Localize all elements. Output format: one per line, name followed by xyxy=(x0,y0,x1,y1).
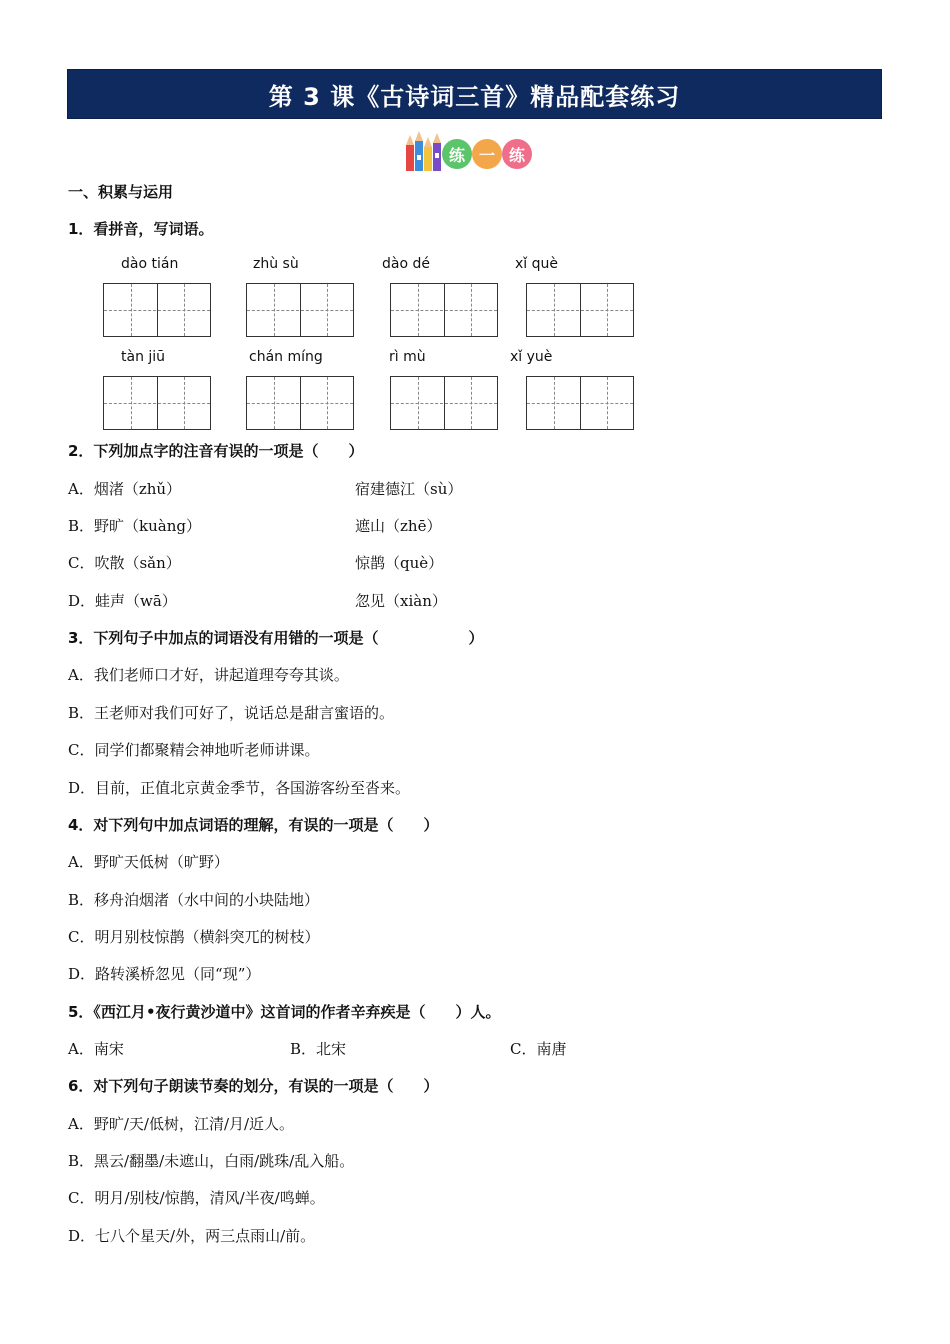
q2-option-a-left: A．烟渚（zhǔ） xyxy=(68,480,182,498)
q2-option-c-right: 惊鹊（què） xyxy=(355,554,444,572)
q5-option-c: C．南唐 xyxy=(510,1040,567,1058)
badge-char-2: 一 xyxy=(472,139,502,169)
q5-option-a: A．南宋 xyxy=(68,1040,124,1058)
q6-option-b: B．黑云/翻墨/未遮山，白雨/跳珠/乱入船。 xyxy=(68,1152,355,1170)
pinyin-3: dào dé xyxy=(382,256,430,272)
q6-option-c: C．明月/别枝/惊鹊，清风/半夜/鸣蝉。 xyxy=(68,1189,325,1207)
q3-option-a: A．我们老师口才好，讲起道理夸夸其谈。 xyxy=(68,666,349,684)
q4-option-b: B．移舟泊烟渚（水中间的小块陆地） xyxy=(68,891,320,909)
q3-option-c: C．同学们都聚精会神地听老师讲课。 xyxy=(68,741,320,759)
q6-option-a: A．野旷/天/低树，江清/月/近人。 xyxy=(68,1115,295,1133)
q2-option-b-right: 遮山（zhē） xyxy=(355,517,442,535)
q6-option-d: D．七八个星天/外，两三点雨山/前。 xyxy=(68,1227,316,1245)
q2-option-c-left: C．吹散（sǎn） xyxy=(68,554,181,572)
badge-char-1: 练 xyxy=(442,139,472,169)
q1-title: 1．看拼音，写词语。 xyxy=(68,220,214,238)
pinyin-2: zhù sù xyxy=(253,256,299,272)
pinyin-1: dào tián xyxy=(121,256,179,272)
section-heading: 一、积累与运用 xyxy=(68,183,174,201)
pinyin-6: chán míng xyxy=(249,349,323,365)
page-title: 第 3 课《古诗词三首》精品配套练习 xyxy=(268,82,681,111)
q4-option-d: D．路转溪桥忽见（同“现”） xyxy=(68,965,261,983)
pinyin-4: xǐ què xyxy=(515,256,558,272)
writing-grid-6[interactable] xyxy=(246,376,354,430)
q2-option-d-right: 忽见（xiàn） xyxy=(355,592,447,610)
writing-grid-5[interactable] xyxy=(103,376,211,430)
practice-badge xyxy=(402,129,534,173)
pinyin-7: rì mù xyxy=(389,349,426,365)
q2-title: 2．下列加点字的注音有误的一项是（ ） xyxy=(68,442,364,460)
writing-grid-1[interactable] xyxy=(103,283,211,337)
q4-option-c: C．明月别枝惊鹊（横斜突兀的树枝） xyxy=(68,928,320,946)
writing-grid-2[interactable] xyxy=(246,283,354,337)
pinyin-8: xǐ yuè xyxy=(510,349,553,365)
q2-option-b-left: B．野旷（kuàng） xyxy=(68,517,201,535)
q3-option-b: B．王老师对我们可好了，说话总是甜言蜜语的。 xyxy=(68,704,395,722)
q3-title: 3．下列句子中加点的词语没有用错的一项是（ ） xyxy=(68,629,484,647)
q4-option-a: A．野旷天低树（旷野） xyxy=(68,853,229,871)
q3-option-d: D．目前，正值北京黄金季节，各国游客纷至沓来。 xyxy=(68,779,411,797)
q5-option-b: B．北宋 xyxy=(290,1040,347,1058)
writing-grid-8[interactable] xyxy=(526,376,634,430)
q6-title: 6．对下列句子朗读节奏的划分，有误的一项是（ ） xyxy=(68,1077,439,1095)
q2-option-a-right: 宿建德江（sù） xyxy=(355,480,463,498)
q4-title: 4．对下列句中加点词语的理解，有误的一项是（ ） xyxy=(68,816,439,834)
writing-grid-7[interactable] xyxy=(390,376,498,430)
q2-option-d-left: D．蛙声（wā） xyxy=(68,592,177,610)
pencil-castle-icon xyxy=(402,129,448,173)
writing-grid-4[interactable] xyxy=(526,283,634,337)
q5-title: 5．《西江月•夜行黄沙道中》这首词的作者辛弃疾是（ ）人。 xyxy=(68,1003,501,1021)
pinyin-5: tàn jiū xyxy=(121,349,166,365)
title-banner xyxy=(67,69,882,119)
writing-grid-3[interactable] xyxy=(390,283,498,337)
badge-char-3: 练 xyxy=(502,139,532,169)
